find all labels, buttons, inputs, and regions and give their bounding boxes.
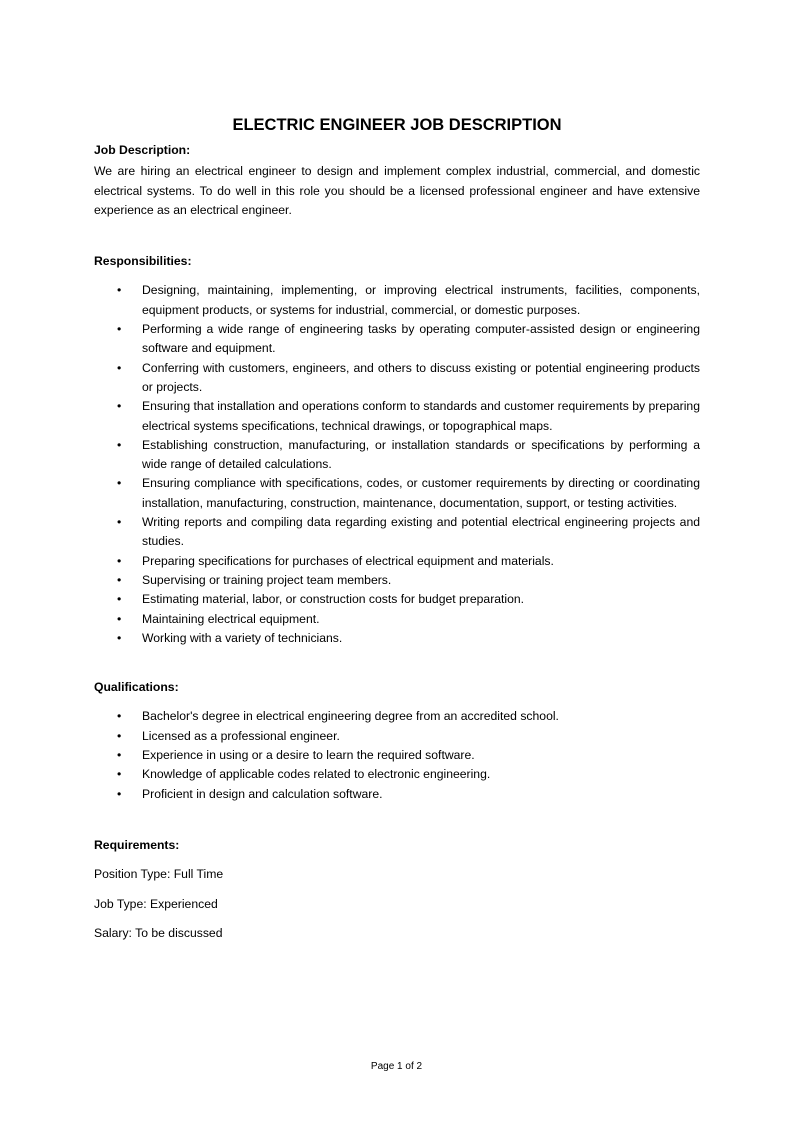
job-description-heading: Job Description: (94, 143, 191, 157)
list-item: • Writing reports and compiling data regarding existing and potential electrical engineering projects and studies. (117, 515, 700, 549)
bullet-icon: • (117, 515, 122, 530)
bullet-icon: • (117, 592, 122, 607)
job-description-text: We are hiring an electrical engineer to design and implement complex industrial, commercial, and domestic electrical systems. To do well in this role you should be a licensed professional engineer and have extensive experience as an electrical engineer. (94, 164, 700, 217)
responsibilities-heading: Responsibilities: (94, 254, 192, 269)
list-item: • Experience in using or a desire to learn the required software. (94, 746, 700, 765)
bullet-icon: • (117, 728, 122, 743)
list-item: • Licensed as a professional engineer. (94, 727, 700, 746)
list-item: • Estimating material, labor, or construction costs for budget preparation. (94, 590, 700, 609)
bullet-icon: • (117, 709, 122, 724)
bullet-icon: • (117, 572, 122, 587)
requirements-heading: Requirements: (94, 837, 180, 852)
list-item: • Establishing construction, manufacturing, or installation standards or specifications by performing a wide range of detailed calculations. (117, 437, 700, 472)
qualifications-list (94, 707, 700, 803)
list-item: • Preparing specifications for purchases of electrical equipment and materials. (94, 552, 700, 571)
list-item: • Conferring with customers, engineers, and others to discuss existing or potential engineering products or projects. (117, 360, 700, 394)
page-number: Page 1 of 2 (370, 1061, 423, 1072)
bullet-icon: • (117, 437, 122, 452)
list-item: • Maintaining electrical equipment. (94, 610, 700, 629)
list-item: • Ensuring compliance with specifications, codes, or customer requirements by directing or coordinating installation, manufacturing, construction, maintenance, documentation, support, or testing activities. (117, 476, 700, 510)
bullet-icon: • (117, 322, 122, 337)
responsibilities-list (94, 281, 700, 648)
list-item: • Ensuring that installation and operations conform to standards and customer requirements by preparing electrical systems specifications, technical drawings, or topographical maps. (117, 399, 700, 433)
bullet-icon: • (117, 476, 122, 491)
bullet-icon: • (117, 360, 122, 375)
qualifications-heading: Qualifications: (94, 680, 179, 695)
list-item: • Working with a variety of technicians. (94, 629, 700, 648)
bullet-icon: • (117, 399, 122, 414)
bullet-icon: • (117, 767, 122, 782)
bullet-icon: • (117, 786, 122, 801)
document-page (94, 114, 700, 943)
list-item: • Designing, maintaining, implementing, or improving electrical instruments, facilities, components, equipment products, or systems for industrial, commercial, or domestic purposes. (117, 283, 700, 317)
bullet-icon: • (117, 611, 122, 626)
list-item: • Supervising or training project team members. (94, 571, 700, 590)
list-item: • Proficient in design and calculation software. (94, 785, 700, 804)
job-type: Job Type: Experienced (94, 896, 218, 911)
list-item: • Knowledge of applicable codes related to electronic engineering. (94, 765, 700, 784)
list-item: • Performing a wide range of engineering tasks by operating computer-assisted design or engineering software and equipment. (117, 322, 700, 356)
bullet-icon: • (117, 553, 122, 568)
bullet-icon: • (117, 630, 122, 645)
salary: Salary: To be discussed (94, 925, 223, 940)
document-title: ELECTRIC ENGINEER JOB DESCRIPTION (232, 116, 562, 134)
position-type: Position Type: Full Time (94, 867, 224, 882)
bullet-icon: • (117, 283, 122, 298)
list-item: • Bachelor's degree in electrical engineering degree from an accredited school. (94, 707, 700, 726)
bullet-icon: • (117, 748, 122, 763)
